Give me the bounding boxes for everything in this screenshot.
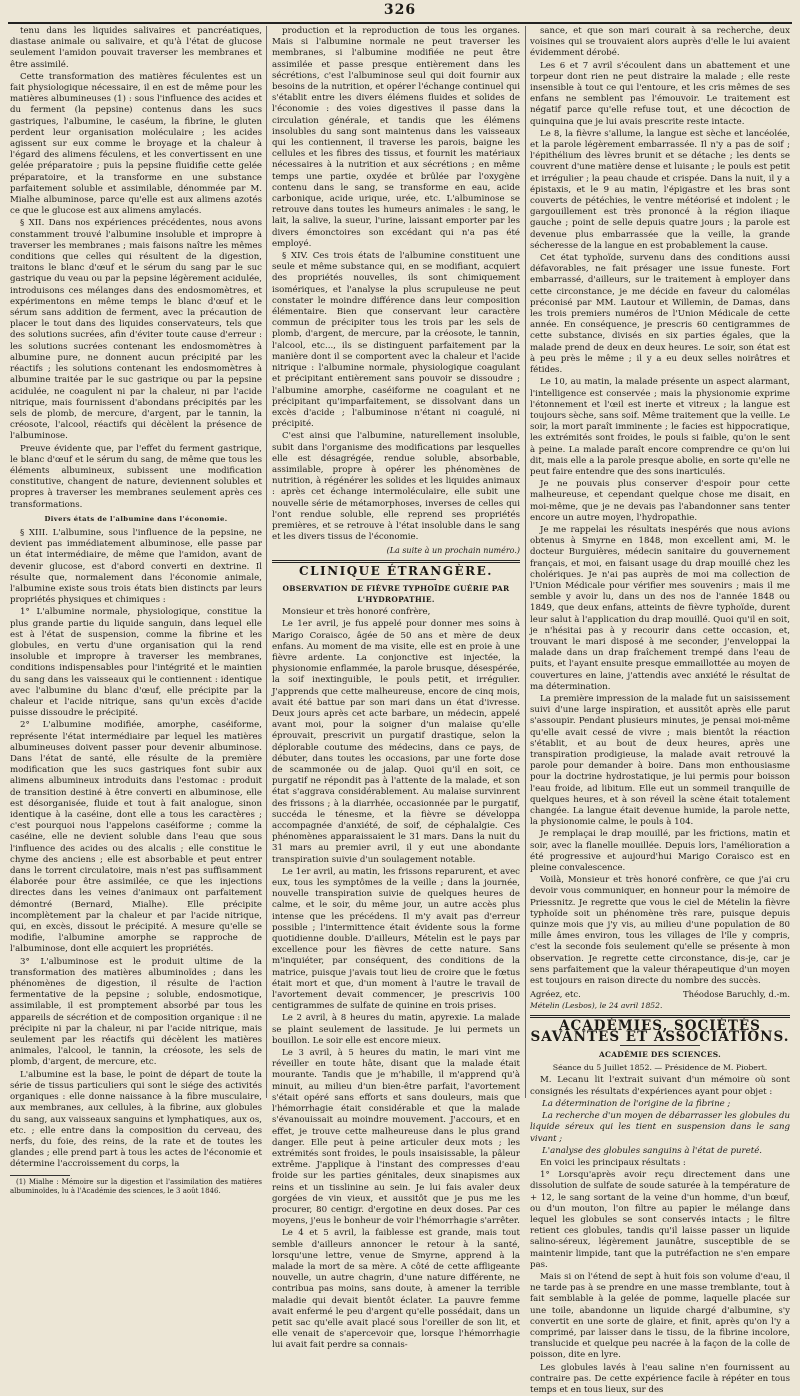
paragraph: production et la reproduction de tous les organes. Mais si l'albumine normale ne peut traverser les membranes, si l'albumine modifiée ne peut être assimilée et passe presque entièrement dans les sécrétions, c'est l'albuminose seul qui doit fournir aux besoins de la nutrition, et opérer l'échange continuel qui s'établit entre les divers élémens fluides et solides de l'économie : des voies digestives il passe dans la circulation générale, et tandis que les élémens insolubles du sang sont maintenus dans les vaisseaux qui les contiennent, il traverse les parois, baigne les cellules et les fibres des tissus, et fournit les matériaux nécessaires à la nutrition et aux sécrétions ; en même temps une partie, oxydée et brûlée par l'oxygène contenu dans le sang, se transforme en eau, acide carbonique, acide urique, urée, etc. L'albuminose se retrouve dans toutes les humeurs animales : le sang, le lait, la salive, la sueur, l'urine, laissant emporter par les divers émonctoires son excédant qui n'a pas été employé.: [272, 26, 521, 249]
paragraph: § XIV. Ces trois états de l'albumine constituent une seule et même substance qui, en se modifiant, acquiert des propriétés nouvelles, ils sont chimiquement isomériques, et l'analyse la plus scrupuleuse ne peut constater le moindre différence dans leur composition élémentaire. Bien que conservant leur caractère commun de précipiter tous les trois par les sels de plomb, d'argent, de mercure, par la créosote, le tannin, l'alcool, etc..., ils se distinguent parfaitement par la manière dont il se comportent avec la chaleur et l'acide nitrique : l'albumine normale, physiologique coagulant et précipitant entièrement sans pouvoir se dissoudre ; l'albumine amorphe, caséiforme ne coagulant et ne précipitant qu'imparfaitement, se dissolvant dans un excès d'acide ; l'albuminose n'étant ni coagulé, ni précipité.: [272, 251, 520, 430]
title-rule: [356, 579, 436, 580]
paragraph: sance, et que son mari courait à sa recherche, deux voisines qui se trouvaient alors auprès d'elle le lui avaient évidemment dérobé.: [530, 26, 790, 59]
paragraph: Le 10, au matin, la malade présente un aspect alarmant, l'intelligence est conservée ; mais la physionomie exprime l'étonnement et l'œil est inerte et vitreux ; la langue est toujours sèche, sans soif. Même traitement que la veille. Le soir, la mort paraît imminente ; le facies est hippocratique, les extrémités sont froides, le pouls si faible, qu'on le sent à peine. La malade paraît encore comprendre ce qu'on lui dit, mais elle a la parole presque abolie, en sorte qu'elle ne peut faire entendre que des sons inarticulés.: [530, 377, 790, 477]
paragraph: Je me rappelai les résultats inespérés que nous avions obtenus à Smyrne en 1848, mon excellent ami, M. le docteur Burguières, médecin sanitaire du gouvernement français, et moi, en faisant usage du drap mouillé chez les cholériques. Je n'ai pas auprès de moi ma collection de l'Union Médicale pour vérifier mes souvenirs ; mais il me semble y avoir lu, dans un des nos de l'année 1848 ou 1849, que deux enfans, atteints de fièvre typhoïde, durent leur salut à l'application du drap mouillé. Quoi qu'il en soit, je n'hésitai pas à y recourir dans cette occasion, et, trouvant le mari disposé à me seconder, j'enveloppai la malade dans un drap fraîchement trempé dans l'eau de puits, et l'ayant ensuite presque emmaillottée au moyen de couvertures en laine, j'attendis avec anxiété le résultat de ma détermination.: [530, 524, 790, 692]
paragraph: 1° Lorsqu'après avoir reçu directement dans une dissolution de sulfate de soude saturée à la température de + 12, le sang sortant de la veine d'un homme, d'un bœuf, ou d'un mouton, l'on filtre au papier le mélange dans lequel les globules se sont conservés intacts ; le filtre retient ces globules, tandis qu'il laisse passer un liquide salino-séreux, légèrement jaunâtre, susceptible de se maintenir limpide, tant que la putréfaction ne s'en empare pas.: [530, 1170, 790, 1270]
column-3: [530, 26, 790, 1395]
to-be-continued-note: (La suite à un prochain numéro.): [386, 546, 520, 556]
paragraph: En voici les principaux résultats :: [540, 1157, 686, 1168]
column-divider: [525, 26, 526, 1098]
article-title: OBSERVATION DE FIÈVRE TYPHOÏDE GUÉRIE PAR L'HYDROPATHIE.: [282, 583, 510, 604]
column-divider: [266, 26, 267, 1098]
paragraph: Cette transformation des matières féculentes est un fait physiologique nécessaire, il en est de même pour les matières albumineuses (1) : sous l'influence des acides et du ferment (la pepsine) contenus dans les sucs gastriques, l'albumine, le caséum, la fibrine, le gluten perdent leur organisation moléculaire ; les acides agissent sur eux comme le broyage et la chaleur à l'égard des alimens féculens, et les convertissent en une gelée préparatoire ; puis la pepsine fluidifie cette gelée préparatoire, et la transforme en une substance parfaitement soluble et assimilable, dénommée par M. Mialhe albuminose, parce qu'elle est aux alimens azotés ce que le glucose est aux alimens amylacés.: [10, 71, 262, 217]
subheading: Divers états de l'albumine dans l'économie.: [44, 514, 228, 523]
section-rule: [272, 560, 520, 563]
paragraph: Je remplaçai le drap mouillé, par les frictions, matin et soir, avec la flanelle mouillée. Depuis lors, l'amélioration a été progressive et aujourd'hui Marigo Coraisco est en pleine convalescence.: [530, 829, 790, 874]
list-item: L'analyse des globules sanguins à l'état de pureté.: [542, 1145, 763, 1156]
list-item: La détermination de l'origine de la fibrine ;: [542, 1098, 731, 1109]
column-2: [272, 26, 521, 1351]
paragraph: Cet état typhoïde, survenu dans des conditions aussi défavorables, ne fait présager une issue funeste. Fort embarrassé, d'ailleurs, sur le traitement à employer dans cette circonstance, je me décide en faveur du calomélas préconisé par MM. Lautour et Willemin, de Damas, dans les trois premiers numéros de l'Union Médicale de cette année. En conséquence, je prescris 60 centigrammes de cette substance, divisés en six parties égales, que la malade prend de deux en deux heures. Le soir, son état est à peu près le même ; il y a eu deux selles noirâtres et fétides.: [530, 253, 790, 376]
paragraph: 2° L'albumine modifiée, amorphe, caséiforme, représente l'état intermédiaire par lequel les matières albumineuses doivent passer pour devenir albuminose. Dans l'état de santé, elle résulte de la première modification que les sucs gastriques font subir aux alimens albumineux introduits dans l'estomac : produit de transition destiné à être converti en albuminose, elle est désorganisée, fluide et tout à fait analogue, sinon identique à la caséine, dont elle a tous les caractères ; c'est pourquoi nous l'appelons caséiforme ; comme la caséine, elle ne devient soluble dans l'eau que sous l'influence des acides ou des alcalis ; elle constitue le chyme des anciens ; elle est absorbable et peut entrer dans le torrent circulatoire, mais n'est pas suffisamment élaborée pour être assimilée, ce que les injections directes dans les veines d'animaux ont parfaitement démontré (Bernard, Mialhe). Elle précipite incomplètement par la chaleur et par l'acide nitrique, qui, en excès, dissout le précipité. A mesure qu'elle se modifie, l'albumine amorphe se rapproche de l'albuminose, dont elle acquiert les propriétés.: [10, 720, 262, 955]
paragraph: Le 1er avril, je fus appelé pour donner mes soins à Marigo Coraisco, âgée de 50 ans et mère de deux enfans. Au moment de ma visite, elle est en proie à une fièvre ardente. La conjonctive est injectée, la physionomie enflammée, la parole brusque, désespérée, la soif inextinguible, le pouls petit, et irrégulier. J'apprends que cette malheureuse, encore de cinq mois, avait été battue par son mari dans un état d'ivresse. Deux jours après cet acte barbare, un médecin, appelé avant moi, pour la soigner d'un malaise qu'elle éprouvait, prescrivit un purgatif drastique, selon la déplorable coutume des médecins, dans ce pays, de débuter, dans toutes les occasions, par une forte dose de scammonée ou de jalap. Quoi qu'il en soit, ce purgatif ne répondit pas à l'attente de la malade, et son état s'aggrava considérablement. Au malaise survinrent des frissons ; à la diarrhée, occasionnée par le purgatif, succéda le ténesme, et la fièvre se développa accompagnée d'anxiété, de soif, de céphalalgie. Ces phénomènes apparaissaient le 31 mars. Dans la nuit du 31 mars au premier avril, il y eut une abondante transpiration suivie d'un soulagement notable.: [272, 619, 520, 865]
section-title: ACADÉMIES, SOCIÉTÉS SAVANTES ET ASSOCIATIONS.: [530, 1017, 790, 1045]
paragraph: § XII. Dans nos expériences précédentes, nous avons constamment trouvé l'albumine insoluble et impropre à traverser les membranes ; mais faisons naître les mêmes conditions que celles qui résultent de la digestion, traitons le blanc d'œuf et le sérum du sang par le suc gastrique du veau ou par la pepsine légèrement acidulée, introduisons ces mélanges dans des endosmomètres, et expérimentons en même temps le blanc d'œuf et le sérum sans addition de ferment, avec la précaution de placer le tout dans des liquides conservateurs, tels que des solutions sucrées, afin d'éviter toute cause d'erreur : les solutions sucrées contenant les endosmomètres à albumine pure, ne donnent aucun précipité par les réactifs ; les solutions contenant les endosmomètres à albumine traitée par le suc gastrique ou par la pepsine acidulée, ne coagulent ni par la chaleur, ni par l'acide nitrique, mais fournissent d'abondans précipités par les sels de plomb, de mercure, d'argent, par le tannin, la créosote, l'alcool, réactifs qui décèlent la présence de l'albuminose.: [10, 218, 262, 442]
paragraph: C'est ainsi que l'albumine, naturellement insoluble, subit dans l'organisme des modifications par lesquelles elle est désagrégée, rendue soluble, absorbable, assimilable, propre à opérer les phénomènes de nutrition, à régénérer les solides et les liquides animaux : après cet échange intermoléculaire, elle subit une nouvelle série de métamorphoses, inverses de celles qui l'ont rendue soluble, elle reprend ses propriétés premières, et se retrouve à l'état insoluble dans le sang et les divers tissus de l'économie.: [272, 431, 520, 543]
paragraph: Le 4 et 5 avril, la faiblesse est grande, mais tout semble d'ailleurs annoncer le retour à la santé, lorsqu'une lettre, venue de Smyrne, apprend à la malade la mort de sa mère. A côté de cette affligeante nouvelle, un autre chagrin, d'une nature différente, ne contribua pas moins, sans doute, à amener la terrible maladie qui devait bientôt éclater. La pauvre femme avait enfermé le peu d'argent qu'elle possédait, dans un petit sac qu'elle avait placé sous l'oreiller de son lit, et elle venait de s'apercevoir que, lorsque l'hémorrhagie lui avait fait perdre sa connais-: [272, 1228, 520, 1351]
paragraph: Voilà, Monsieur et très honoré confrère, ce que j'ai cru devoir vous communiquer, en honneur pour la mémoire de Priessnitz. Je regrette que vous le ciel de Mételin la fièvre typhoïde soit un phénomène très rare, puisque depuis quinze mois que j'y vis, au milieu d'une population de 80 mille âmes environ, tous les villages de l'île y compris, c'est la seconde fois seulement qu'elle se présente à mon observation. Je regrette cette circonstance, dis-je, car je sens parfaitement que la valeur thérapeutique d'un moyen est toujours en raison directe du nombre des succès.: [530, 875, 790, 987]
signature-row: [530, 989, 790, 1000]
paragraph: Le 2 avril, à 8 heures du matin, apyrexie. La malade se plaint seulement de lassitude. Je lui permets un bouillon. Le soir elle est encore mieux.: [272, 1013, 520, 1046]
paragraph: Monsieur et très honoré confrère,: [282, 607, 431, 618]
author-signature: Théodose Baruchly, d.-m.: [682, 989, 790, 1000]
footnote-rule: [10, 1175, 70, 1176]
header-rule: [8, 22, 792, 24]
paragraph: 3° L'albuminose est le produit ultime de la transformation des matières albuminoïdes ; dans les phénomènes de digestion, il résulte de l'action fermentative de la pepsine ; soluble, endosmotique, assimilable, il est promptement absorbé par tous les appareils de sécrétion et de composition organique : il ne précipite ni par la chaleur, ni par l'acide nitrique, mais seulement par les réactifs qui décèlent les matières animales, l'alcool, le tannin, la créosote, les sels de plomb, d'argent, de mercure, etc.: [10, 956, 262, 1068]
page-number: 326: [383, 2, 417, 18]
paragraph: La première impression de la malade fut un saisissement suivi d'une large inspiration, et aussitôt après elle parut s'assoupir. Pendant plusieurs minutes, je pensai moi-même qu'elle avait cessé de vivre ; mais bientôt la réaction s'établit, et au bout de deux heures, après une transpiration prodigieuse, la malade avait retrouvé la parole pour demander à boire. Dans mon enthousiasme pour la doctrine hydrostatique, je lui permis pour boisson l'eau froide, ad libitum. Elle eut un sommeil tranquille de quelques heures, et à son réveil la scène était totalement changée. La langue était devenue humide, la parole nette, la physionomie calme, le pouls à 104.: [530, 693, 790, 828]
paragraph: Le 3 avril, à 5 heures du matin, le mari vint me réveiller en toute hâte, disant que la malade était mourante. Tandis que je m'habille, il m'apprend qu'à minuit, au milieu d'un bien-être parfait, l'avortement s'était opéré sans efforts et sans douleurs, mais que l'hémorrhagie était considérable et que la malade s'évanouissait au moindre mouvement. J'accours, et en effet, je trouve cette malheureuse dans le plus grand danger. Elle peut à peine articuler deux mots ; les extrémités sont froides, le pouls insaisissable, la pâleur extrême. J'applique à l'instant des compresses d'eau froide sur les parties génitales, deux sinapismes aux reins et un tisslinine au sein. Je lui fais avaler deux gorgées de vin vieux, et aussitôt que je pus me les procurer, 80 centigr. d'ergotine en deux doses. Par ces moyens, j'eus le bonheur de voir l'hémorrhagie s'arrêter.: [272, 1048, 520, 1227]
list-item: La recherche d'un moyen de débarrasser les globules du liquide séreux qui les tient en suspension dans le sang vivant ;: [530, 1111, 790, 1144]
footnote: (1) Mialhe : Mémoire sur la digestion et l'assimilation des matières albuminoïdes, lu à l'Académie des sciences, le 3 août 1846.: [10, 1177, 262, 1195]
paragraph: Les globules lavés à l'eau saline n'en fournissent au contraire pas. De cette expérience facile à répéter en tous temps et en tous lieux, sur des: [530, 1362, 790, 1395]
paragraph: Le 1er avril, au matin, les frissons reparurent, et avec eux, tous les symptômes de la veille ; dans la journée, nouvelle transpiration suivie de quelques heures de calme, et le soir, du même jour, un autre accès plus intense que les précédens. Il m'y avait pas d'erreur possible ; l'intermittence était évidente sous la forme quotidienne double. D'ailleurs, Mételin est le pays par excellence pour les fièvres de cette nature. Sans m'inquiéter, par conséquent, des conditions de la matrice, puisque j'avais tout lieu de croire que le fœtus était mort et que, d'un moment à l'autre le travail de l'avortement devait commencer, je prescrivis 100 centigrammes de sulfate de quinine en trois prises.: [272, 866, 520, 1012]
paragraph: Je ne pouvais plus conserver d'espoir pour cette malheureuse, et cependant quelque chose me disait, en moi-même, que je ne devais pas l'abandonner sans tenter encore un autre moyen, l'hydropathie.: [530, 479, 790, 523]
paragraph: Les 6 et 7 avril s'écoulent dans un abattement et une torpeur dont rien ne peut distraire la malade ; elle reste insensible à tout ce qui l'entoure, et les cris mêmes de ses enfans ne semblent pas l'émouvoir. Le traitement est négatif parce qu'elle refuse tout, et une décoction de quinquina que je lui avais prescrite reste intacte.: [530, 60, 790, 127]
paragraph: M. Lecanu lit l'extrait suivant d'un mémoire où sont consignés les résultats d'expériences ayant pour objet :: [530, 1075, 790, 1097]
title-rule: [620, 1045, 700, 1046]
paragraph: 1° L'albumine normale, physiologique, constitue la plus grande partie du liquide sanguin, dans lequel elle est à l'état de suspension, comme la fibrine et les globules, en vertu d'une organisation qui la rend insoluble et impropre à traverser les membranes, conditions indispensables pour l'intégrité et le maintien du sang dans les vaisseaux qui le contiennent : identique avec l'albumine du blanc d'œuf, elle précipite par la chaleur et l'acide nitrique, sans qu'un excès d'acide puisse dissoudre le précipité.: [10, 607, 262, 719]
meeting-line: Séance du 5 Juillet 1852. — Présidence de M. Piobert.: [552, 1063, 768, 1073]
paragraph: Le 8, la fièvre s'allume, la langue est sèche et lancéolée, et la parole légèrement embarrassée. Il n'y a pas de soif ; l'épithélium des lèvres brunit et se détache ; les dents se couvrent d'une matière dense et luisante ; le pouls est petit et irrégulier ; la peau chaude et crispée. Dans la nuit, il y a épistaxis, et le 9 au matin, l'épigastre et les bras sont couverts de pétéchies, le ventre météorisé et indolent ; le gargouillement est très prononcé à la région iliaque gauche ; point de selle depuis quatre jours ; la parole est devenue plus embarrassée que la veille, la grande sécheresse de la langue en est probablement la cause.: [530, 128, 790, 251]
closing-salutation: Agréez, etc.: [530, 989, 581, 1000]
academy-title: ACADÉMIE DES SCIENCES.: [598, 1050, 722, 1060]
paragraph: § XIII. L'albumine, sous l'influence de la pepsine, ne devient pas immédiatement albuminose, elle passe par un état intermédiaire, de même que l'amidon, avant de devenir glucose, est d'abord converti en dextrine. Il résulte que, normalement dans l'économie animale, l'albumine existe sous trois états bien distincts par leurs propriétés physiques et chimiques :: [10, 527, 262, 606]
column-1: [10, 26, 262, 1195]
paragraph: tenu dans les liquides salivaires et pancréatiques, diastase animale ou salivaire, et qu'à l'état de glucose seulement l'amidon pouvait traverser les membranes et être assimilé.: [10, 26, 262, 70]
paragraph: Preuve évidente que, par l'effet du ferment gastrique, le blanc d'œuf et le sérum du sang, de même que tous les éléments albumineux, subissent une modification constitutive, changent de nature, deviennent solubles et propres à traverser les membranes seulement après ces transformations.: [10, 443, 262, 510]
paragraph: Mais si on l'étend de sept à huit fois son volume d'eau, il ne tarde pas à se prendre en une masse tremblante, tout à fait semblable à la gelée de pomme, laquelle placée sur une toile, abandonne un liquide chargé d'albumine, s'y convertit en une sorte de glaire, et finit, après qu'on l'y a comprimé, par laisser dans le tissu, de la fibrine incolore, translucide et quelque peu nacrée à la façon de la colle de poisson, dite en lyre.: [530, 1271, 790, 1361]
dateline: Mételin (Lesbos), le 24 avril 1852.: [530, 1001, 663, 1011]
paragraph: L'albumine est la base, le point de départ de toute la série de tissus particuliers qui sont le siége des activités organiques : elle donne naissance à la fibre musculaire, aux membranes, aux cellules, à la fibrine, aux globules du sang, aux vaisseaux sanguins et lymphatiques, aux os, etc. ; elle entre dans la composition du cerveau, des nerfs, du foie, des reins, de la rate et de toutes les glandes ; elle prend part à tous les actes de l'économie et détermine l'accroissement du corps, la: [10, 1069, 262, 1170]
section-title: CLINIQUE ÉTRANGÈRE.: [299, 563, 493, 578]
